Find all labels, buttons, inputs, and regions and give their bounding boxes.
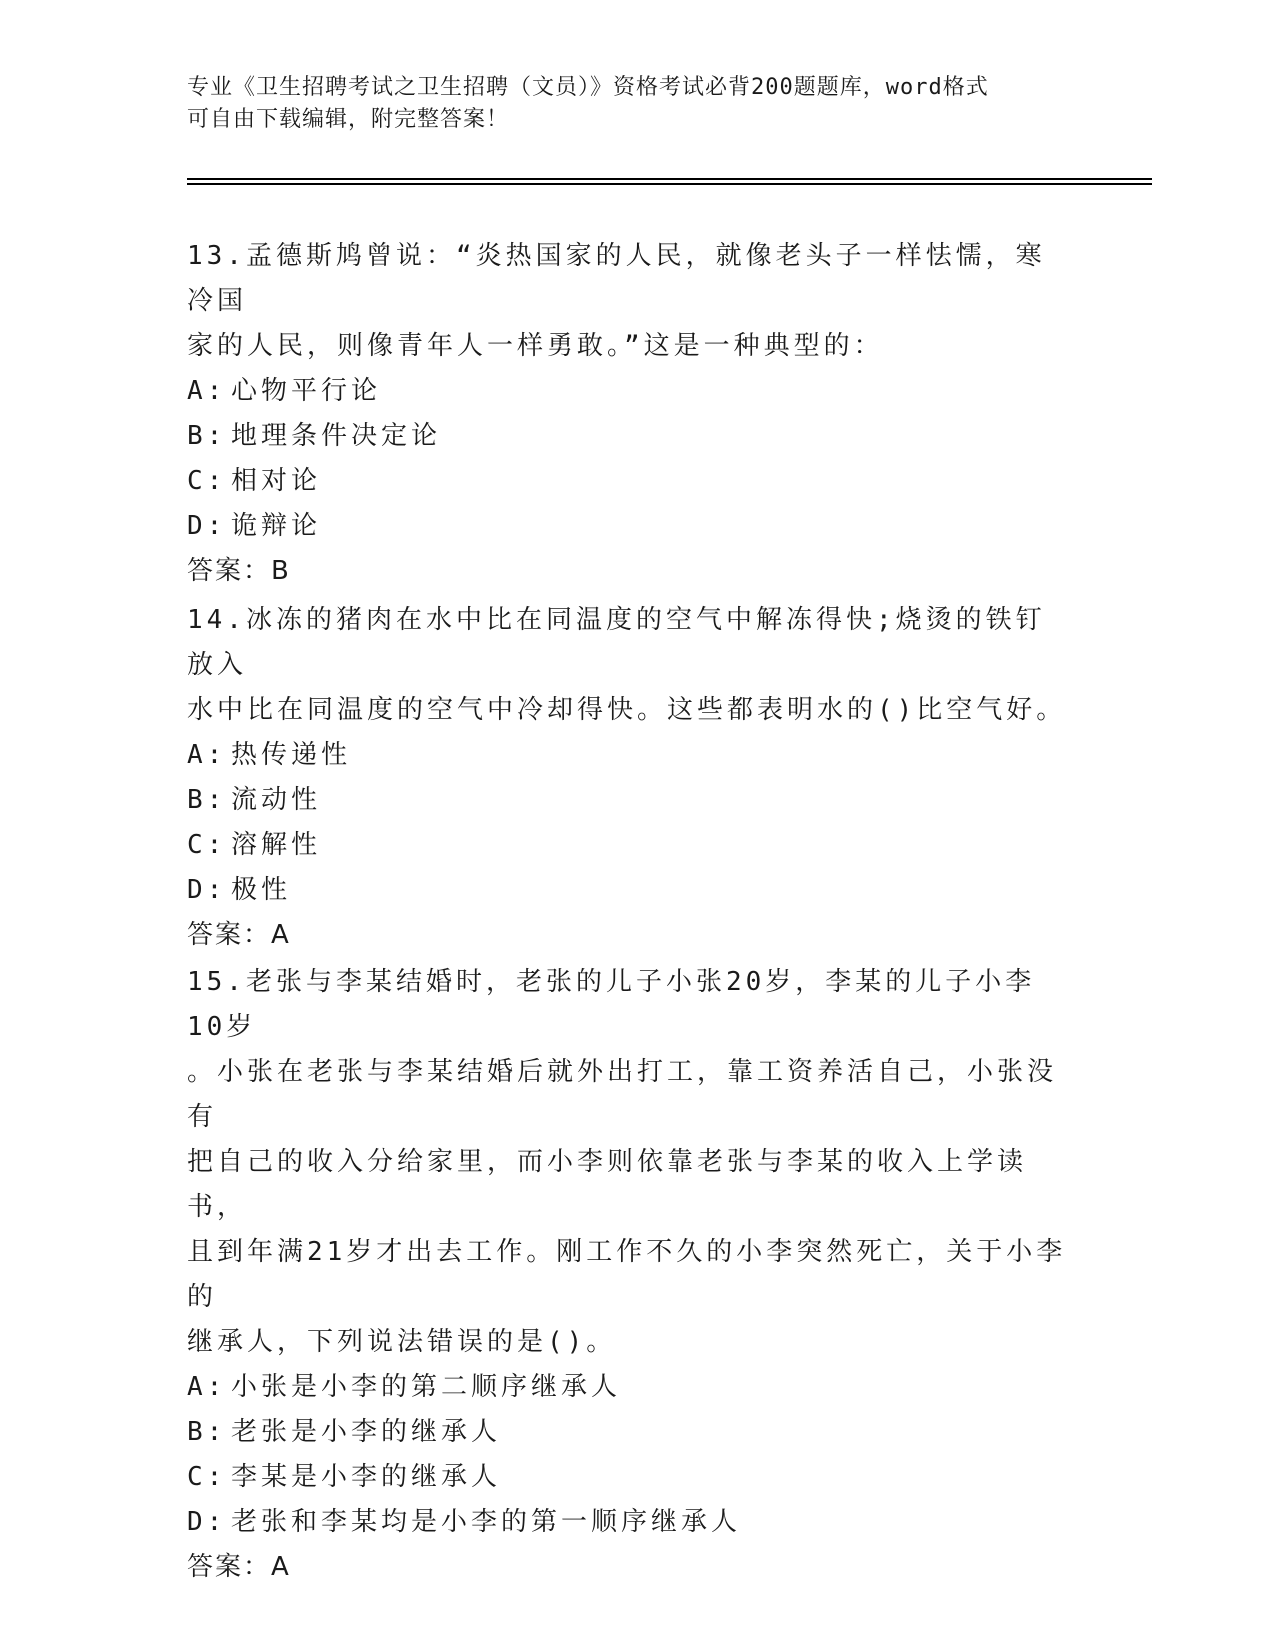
- header-divider-top: [187, 178, 1152, 180]
- option-text: 极性: [231, 875, 292, 905]
- option-letter: D:: [187, 875, 227, 905]
- option-text: 心物平行论: [231, 376, 382, 406]
- option-letter: B:: [187, 421, 227, 451]
- question-stem-line: 14.冰冻的猪肉在水中比在同温度的空气中解冻得快;烧烫的铁钉放入: [187, 605, 1046, 680]
- option-d: [187, 1500, 1072, 1545]
- option-text: 老张和李某均是小李的第一顺序继承人: [231, 1507, 742, 1537]
- answer-line: [187, 549, 1072, 594]
- question-13: [187, 234, 1072, 594]
- option-text: 李某是小李的继承人: [231, 1462, 502, 1492]
- answer-label: 答案：: [187, 556, 272, 586]
- option-d: [187, 504, 1072, 549]
- option-letter: C:: [187, 830, 227, 860]
- header-divider-bottom: [187, 183, 1152, 185]
- option-b: [187, 778, 1072, 823]
- question-stem-line: 把自己的收入分给家里，而小李则依靠老张与李某的收入上学读书，: [187, 1147, 1028, 1222]
- question-stem-line: 15.老张与李某结婚时，老张的儿子小张20岁，李某的儿子小李10岁: [187, 967, 1036, 1042]
- option-text: 热传递性: [231, 740, 352, 770]
- option-text: 老张是小李的继承人: [231, 1417, 502, 1447]
- option-letter: B:: [187, 1417, 227, 1447]
- answer-label: 答案：: [187, 920, 272, 950]
- option-letter: C:: [187, 1462, 227, 1492]
- header-line-2: 可自由下载编辑，附完整答案！: [187, 107, 510, 132]
- header-line-1: 专业《卫生招聘考试之卫生招聘（文员）》资格考试必背200题题库，word格式: [187, 75, 989, 100]
- option-letter: C:: [187, 466, 227, 496]
- option-letter: D:: [187, 1507, 227, 1537]
- option-letter: D:: [187, 511, 227, 541]
- question-stem-line: 家的人民，则像青年人一样勇敢。”这是一种典型的：: [187, 331, 884, 361]
- question-stem-line: 继承人，下列说法错误的是()。: [187, 1327, 617, 1357]
- question-15: [187, 960, 1072, 1590]
- answer-value: B: [271, 556, 289, 586]
- document-header: [187, 72, 1067, 136]
- option-c: [187, 1455, 1072, 1500]
- question-stem-line: 13.孟德斯鸠曾说：“炎热国家的人民，就像老头子一样怯懦，寒冷国: [187, 241, 1046, 316]
- option-text: 流动性: [231, 785, 322, 815]
- question-stem-line: 水中比在同温度的空气中冷却得快。这些都表明水的()比空气好。: [187, 695, 1067, 725]
- answer-value: A: [271, 920, 289, 950]
- answer-value: A: [271, 1552, 289, 1582]
- option-a: [187, 1365, 1072, 1410]
- option-a: [187, 369, 1072, 414]
- option-text: 诡辩论: [231, 511, 322, 541]
- option-text: 相对论: [231, 466, 322, 496]
- question-14: [187, 598, 1072, 958]
- answer-line: [187, 913, 1072, 958]
- option-letter: A:: [187, 376, 227, 406]
- question-stem-line: 。小张在老张与李某结婚后就外出打工，靠工资养活自己，小张没有: [187, 1057, 1058, 1132]
- option-text: 溶解性: [231, 830, 322, 860]
- option-b: [187, 414, 1072, 459]
- answer-line: [187, 1545, 1072, 1590]
- option-text: 小张是小李的第二顺序继承人: [231, 1372, 622, 1402]
- option-letter: A:: [187, 740, 227, 770]
- option-a: [187, 733, 1072, 778]
- option-letter: B:: [187, 785, 227, 815]
- option-c: [187, 823, 1072, 868]
- option-letter: A:: [187, 1372, 227, 1402]
- question-stem-line: 且到年满21岁才出去工作。刚工作不久的小李突然死亡，关于小李的: [187, 1237, 1067, 1312]
- option-text: 地理条件决定论: [231, 421, 442, 451]
- option-c: [187, 459, 1072, 504]
- option-b: [187, 1410, 1072, 1455]
- answer-label: 答案：: [187, 1552, 272, 1582]
- option-d: [187, 868, 1072, 913]
